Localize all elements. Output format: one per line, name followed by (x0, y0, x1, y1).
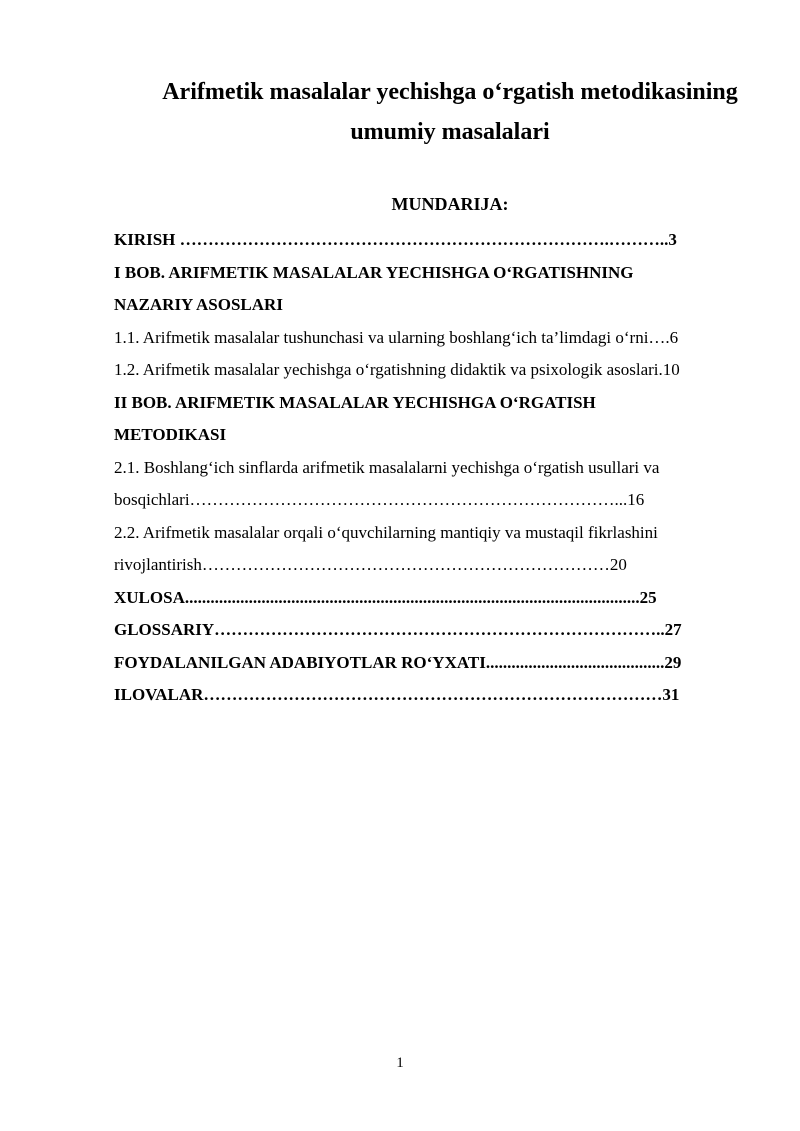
document-title-line-1: Arifmetik masalalar yechishga o‘rgatish metodikasining (162, 79, 738, 105)
toc-entry-xulosa: XULOSA...........................................................................................................25 (114, 587, 657, 607)
document-title-line-2: umumiy masalalari (350, 119, 550, 145)
table-of-contents (114, 224, 744, 712)
toc-entry-adabiyotlar: FOYDALANILGAN ADABIYOTLAR RO‘YXATI..........................................29 (114, 652, 682, 672)
toc-entry-section-1-2: 1.2. Arifmetik masalalar yechishga o‘rgatishning didaktik va psixologik asoslari.10 (114, 360, 680, 379)
toc-entry-section-2-2-line-2: rivojlantirish………………………………………………………………20 (114, 555, 627, 574)
toc-heading: MUNDARIJA: (391, 194, 509, 214)
toc-entry-glossariy: GLOSSARIY……………………………………………………………………..27 (114, 620, 682, 639)
toc-entry-kirish: KIRISH ………………………………………………………………….………..3 (114, 230, 677, 249)
toc-entry-section-2-1-line-2: bosqichlari…………………………………………………………………...16 (114, 490, 645, 509)
toc-entry-chapter-2-line-2: METODIKASI (114, 425, 227, 444)
toc-entry-chapter-1-line-2: NAZARIY ASOSLARI (114, 295, 283, 314)
toc-entry-section-2-1-line-1: 2.1. Boshlang‘ich sinflarda arifmetik masalalarni yechishga o‘rgatish usullari va (114, 457, 660, 477)
toc-entry-chapter-1-line-1: I BOB. ARIFMETIK MASALALAR YECHISHGA O‘RGATISHNING (114, 262, 634, 282)
toc-entry-chapter-2-line-1: II BOB. ARIFMETIK MASALALAR YECHISHGA O‘RGATISH (114, 392, 596, 412)
toc-entry-section-2-2-line-1: 2.2. Arifmetik masalalar orqali o‘quvchilarning mantiqiy va mustaqil fikrlashini (114, 522, 658, 542)
toc-entry-ilovalar: ILOVALAR………………………………………………………………………31 (114, 685, 680, 704)
toc-entry-section-1-1: 1.1. Arifmetik masalalar tushunchasi va ularning boshlang‘ich ta’limdagi o‘rni….6 (114, 327, 679, 347)
page-number: 1 (396, 1055, 404, 1071)
